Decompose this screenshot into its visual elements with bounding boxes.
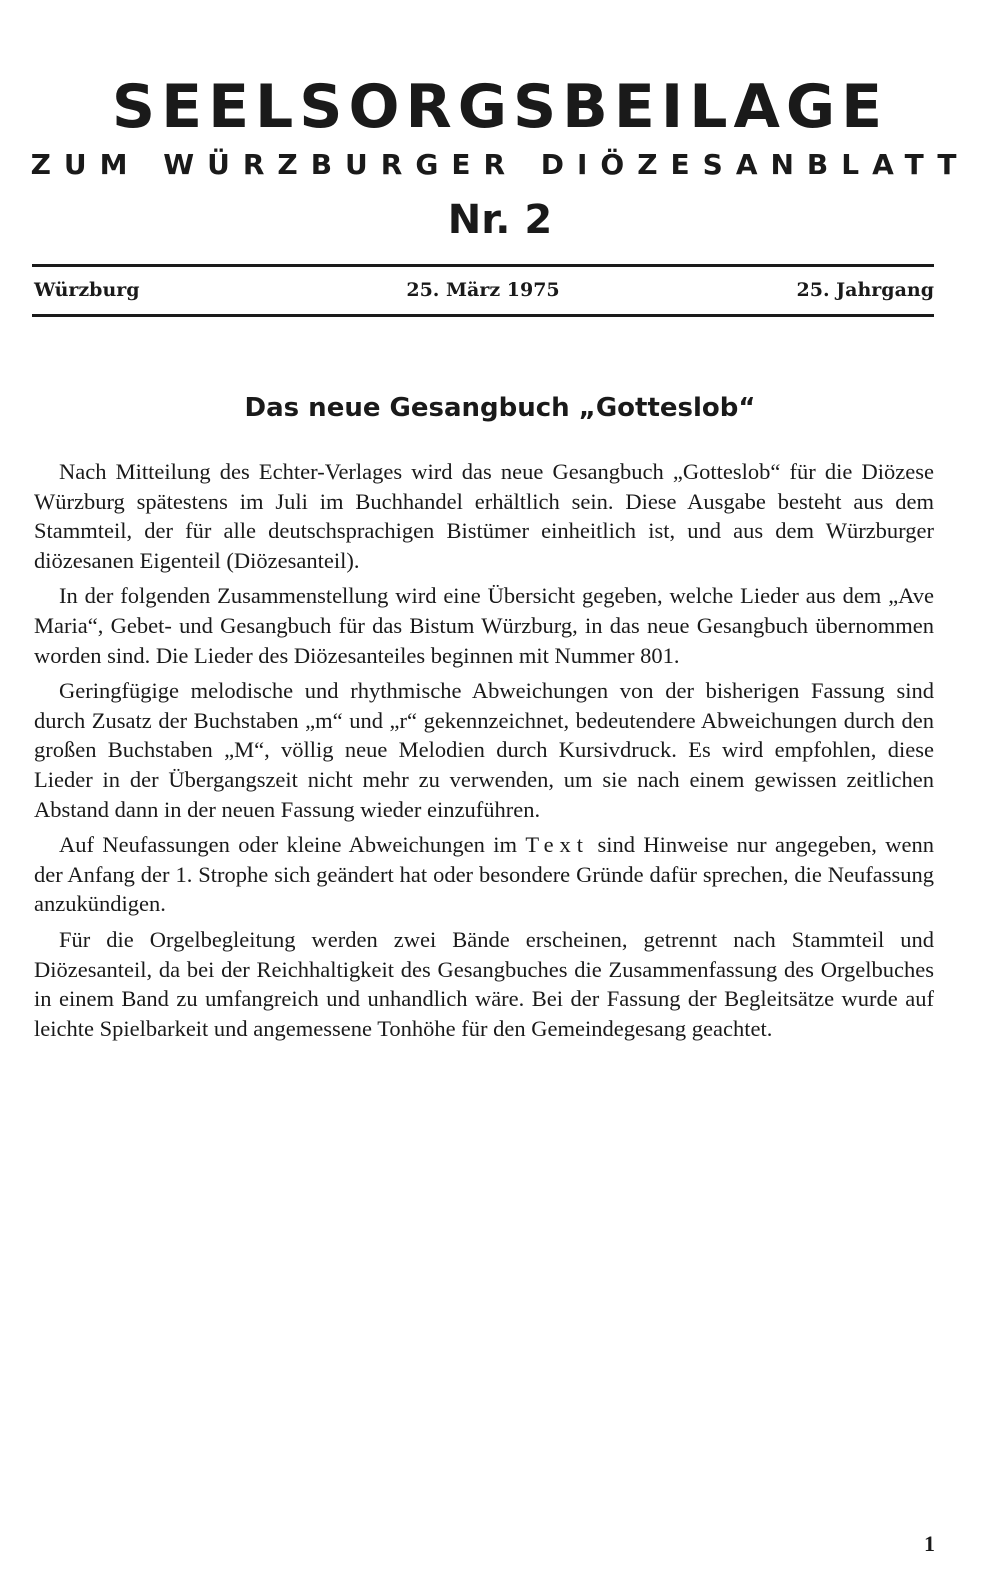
emphasized-word: Text: [525, 832, 590, 858]
article-paragraph: In der folgenden Zusammenstellung wird eine Übersicht gegeben, welche Lieder aus dem „Ave Maria“, Gebet- und Gesangbuch für das Bistum Würzburg, in das neue Gesangbuch übernommen worden sind. Die Lieder des Diözesanteiles beginnen mit Nummer 801.: [34, 583, 934, 668]
issue-date: 25. März 1975: [406, 279, 560, 301]
header-top-rule: [32, 264, 934, 267]
publication-title: SEELSORGSBEILAGE: [111, 72, 889, 142]
issue-volume: 25. Jahrgang: [796, 279, 934, 301]
issue-number: Nr. 2: [447, 197, 553, 243]
article-body: [34, 457, 934, 1049]
article-paragraph: [34, 830, 934, 919]
publication-subtitle: ZUM WÜRZBURGER DIÖZESANBLATT: [30, 148, 970, 181]
header-bottom-rule: [32, 314, 934, 317]
article-text: Auf Neufassungen oder kleine Abweichungen im: [59, 832, 526, 858]
issue-info-bar: [32, 275, 934, 305]
article-paragraph: Für die Orgelbegleitung werden zwei Bände erscheinen, getrennt nach Stammteil und Diözesanteil, da bei der Reichhaltigkeit des Gesangbuches die Zusammenfassung des Orgelbuches in einem Band zu umfangreich und unhandlich wäre. Bei der Fassung der Begleitsätze wurde auf leichte Spielbarkeit und angemessene Tonhöhe für den Gemeindegesang geachtet.: [34, 926, 934, 1041]
article-paragraph: Geringfügige melodische und rhythmische Abweichungen von der bisherigen Fassung sind durch Zusatz der Buchstaben „m“ und „r“ gekennzeichnet, bedeutendere Abweichungen durch den großen Buchstaben „M“, völlig neue Melodien durch Kursivdruck. Es wird empfohlen, diese Lieder in der Übergangszeit nicht mehr zu verwenden, um sie nach einem gewissen zeitlichen Abstand dann in der neuen Fassung wieder einzuführen.: [34, 678, 934, 822]
article-text: sind Hinweise nur angegeben, wenn der Anfang der 1. Strophe sich geändert hat oder besondere Gründe dafür sprechen, die Neufassung anzukündigen.: [34, 832, 934, 917]
issue-city: Würzburg: [34, 279, 140, 301]
article-paragraph: Nach Mitteilung des Echter-Verlages wird das neue Gesangbuch „Gotteslob“ für die Diözese Würzburg spätestens im Juli im Buchhandel erhältlich sein. Diese Ausgabe besteht aus dem Stammteil, der für alle deutschsprachigen Bistümer einheitlich ist, und aus dem Würzburger diözesanen Eigenteil (Diözesanteil).: [34, 459, 934, 573]
article-title: Das neue Gesangbuch „Gotteslob“: [244, 393, 756, 423]
page-number: 1: [924, 1531, 935, 1556]
